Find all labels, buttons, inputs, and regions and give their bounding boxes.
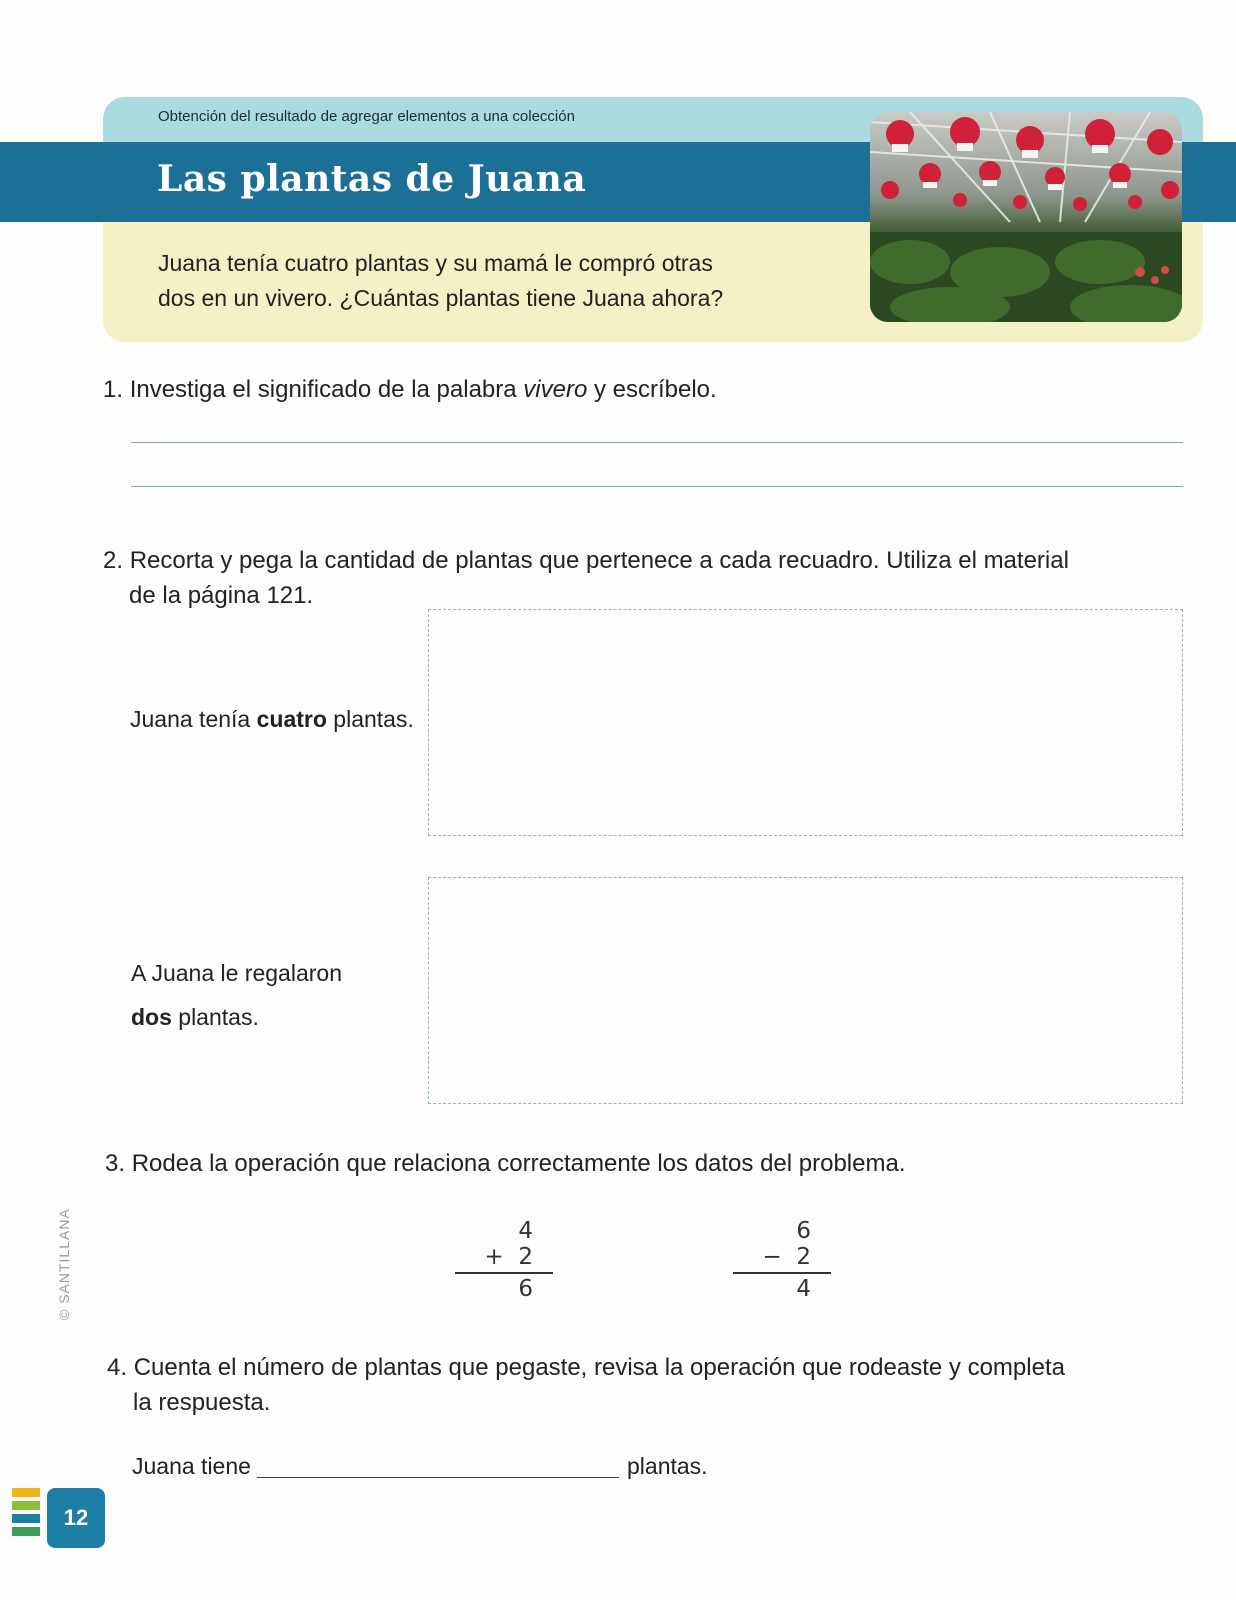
question-1-keyword: vivero [523, 376, 588, 403]
subtraction-top: 6 [796, 1218, 811, 1244]
addition-line [455, 1272, 553, 1274]
operation-subtraction[interactable] [733, 1218, 833, 1302]
question-1 [103, 376, 717, 404]
lesson-subtitle: Obtención del resultado de agregar elementos a una colección [158, 108, 575, 125]
subtraction-line [733, 1272, 831, 1274]
addition-second: 2 [518, 1244, 533, 1270]
question-4-number: 4. [107, 1354, 128, 1381]
problem-statement [158, 246, 778, 316]
subtraction-sign: − [762, 1244, 782, 1270]
box-2-label-post: plantas. [171, 1004, 259, 1030]
question-4 [107, 1350, 1207, 1420]
box-2-label-line-1: A Juana le regalaron [131, 960, 342, 986]
problem-line-1: Juana tenía cuatro plantas y su mamá le compró otras [158, 250, 713, 276]
rail-stripe-dark-green [12, 1527, 40, 1536]
question-4-line-1: Cuenta el número de plantas que pegaste, revisa la operación que rodeaste y completa [133, 1354, 1065, 1381]
question-2-line-1: Recorta y pega la cantidad de plantas que pertenece a cada recuadro. Utiliza el material [129, 547, 1069, 574]
question-3 [105, 1150, 906, 1178]
box-2-label [131, 951, 342, 1039]
rail-stripe-green [12, 1501, 40, 1510]
rail-stripe-yellow [12, 1488, 40, 1497]
addition-sign: + [484, 1244, 504, 1270]
lesson-title: Las plantas de Juana [157, 158, 587, 200]
box-1-label-pre: Juana tenía [130, 706, 257, 732]
box-2-label-bold: dos [131, 1004, 172, 1030]
addition-top: 4 [518, 1218, 533, 1244]
answer-suffix: plantas. [627, 1453, 708, 1479]
paste-box-1[interactable] [428, 609, 1183, 836]
addition-result: 6 [518, 1276, 533, 1302]
greenhouse-photo [870, 112, 1182, 322]
question-2-number: 2. [103, 547, 124, 574]
color-rail [12, 1488, 40, 1540]
box-1-label-post: plantas. [326, 706, 414, 732]
rail-stripe-blue [12, 1514, 40, 1523]
question-1-number: 1. [103, 376, 124, 403]
publisher-mark: © SANTILLANA [56, 1208, 72, 1320]
paste-box-2[interactable] [428, 877, 1183, 1104]
question-1-text-end: y escríbelo. [587, 376, 717, 403]
operation-addition[interactable] [455, 1218, 555, 1302]
box-1-label-bold: cuatro [256, 706, 327, 732]
subtraction-second: 2 [796, 1244, 811, 1270]
question-1-text: Investiga el significado de la palabra [129, 376, 524, 403]
question-3-text: Rodea la operación que relaciona correctamente los datos del problema. [131, 1150, 906, 1177]
box-1-label [130, 706, 414, 733]
page-number: 12 [47, 1488, 105, 1548]
question-3-number: 3. [105, 1150, 126, 1177]
answer-line-1[interactable] [131, 442, 1183, 443]
problem-line-2: dos en un vivero. ¿Cuántas plantas tiene Juana ahora? [158, 285, 724, 311]
answer-line-2[interactable] [131, 486, 1183, 487]
subtraction-result: 4 [796, 1276, 811, 1302]
question-2 [103, 543, 1203, 613]
question-4-line-2: la respuesta. [133, 1389, 271, 1416]
answer-prefix: Juana tiene [132, 1453, 251, 1479]
answer-blank[interactable] [257, 1477, 619, 1478]
question-2-line-2: de la página 121. [129, 582, 314, 609]
